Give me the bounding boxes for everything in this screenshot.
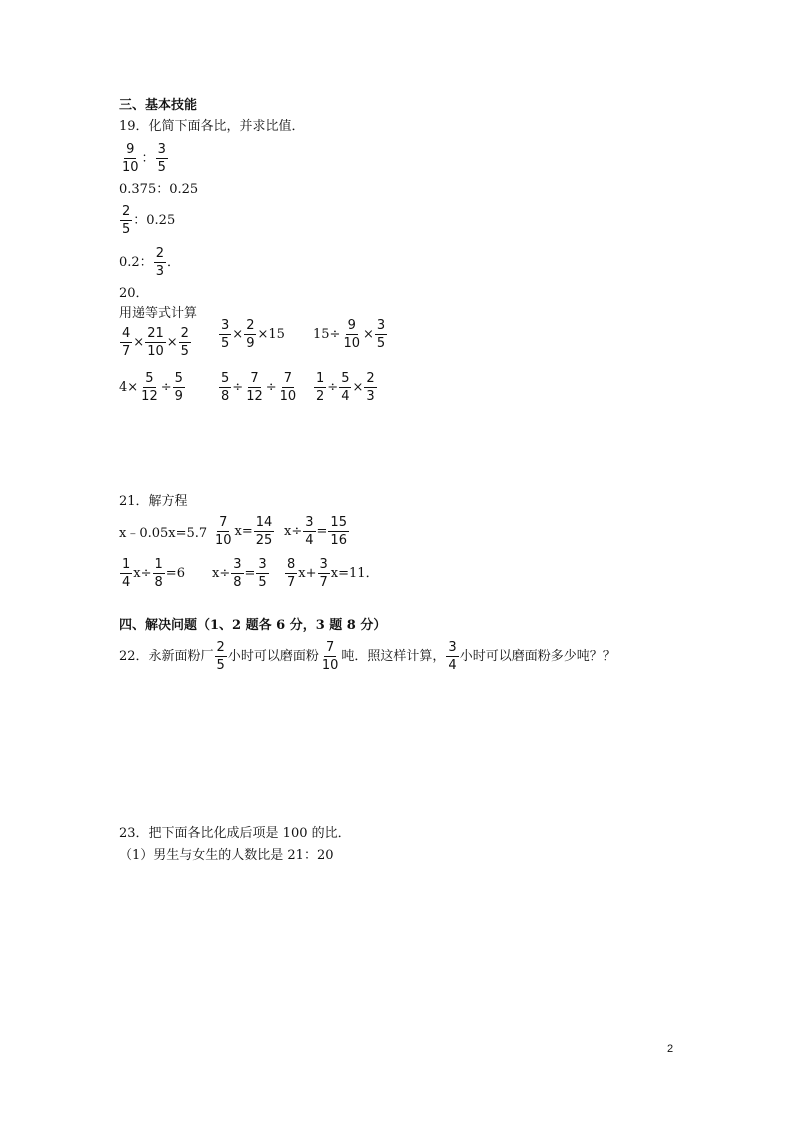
numerator: 3 [221,318,230,333]
fraction [375,318,387,351]
denominator: 3 [366,389,375,404]
fraction [303,515,315,548]
fraction [215,640,227,673]
fraction [231,557,243,590]
text-segment: 0.2： [119,255,153,270]
fraction [120,142,141,175]
numerator: 3 [157,142,166,157]
text-segment: ×15 [257,327,285,342]
text-segment: 4× [119,380,139,395]
text-segment: ：0.25 [133,213,176,228]
text-segment: ÷ [265,380,277,395]
denominator: 5 [180,344,189,359]
denominator: 8 [154,575,163,590]
text-segment: ． [166,255,180,270]
text-segment: x÷ [212,566,231,581]
fraction [145,326,166,359]
numerator: 1 [122,557,131,572]
q20-expr-g [313,371,378,404]
denominator: 5 [376,336,386,351]
text-segment: ÷ [327,380,339,395]
q23-sub-1: （1）男生与女生的人数比是 21：20 [119,848,334,863]
text-segment: x﹣0.05x=5.7 [119,526,208,541]
q21-eq-a [119,526,207,542]
fraction [219,371,231,404]
numerator: 3 [258,557,267,572]
denominator: 10 [321,658,339,673]
denominator: 25 [255,533,273,548]
numerator: 2 [122,204,131,219]
fraction [153,557,165,590]
denominator: 10 [279,389,297,404]
fraction [285,557,297,590]
numerator: 3 [376,318,386,333]
fraction [154,246,166,279]
fraction [219,318,231,351]
fraction [314,371,326,404]
q19-title: 19．化简下面各比，并求比值． [119,119,305,134]
fraction [213,515,234,548]
q20-expr-c [313,318,388,351]
numerator: 7 [250,371,259,386]
denominator: 8 [221,389,230,404]
text-segment: ÷ [160,380,172,395]
q20-expr-e [218,371,299,404]
denominator: 4 [448,658,457,673]
numerator: 7 [219,515,228,530]
fraction [120,557,132,590]
text-segment: 小时可以磨面粉多少吨？？ [459,649,616,664]
q20-expr-d [119,371,186,404]
denominator: 9 [246,336,255,351]
numerator: 5 [174,371,183,386]
denominator: 7 [287,575,296,590]
numerator: 14 [255,515,273,530]
section-3-title: 三、基本技能 [119,98,198,113]
denominator: 2 [316,389,325,404]
q21-eq-g [284,557,379,590]
q19-line-2 [119,182,198,198]
denominator: 16 [330,533,347,548]
text-segment: x÷ [284,524,303,539]
text-segment: 0.375：0.25 [119,182,199,197]
fraction [173,371,185,404]
text-segment: 小时可以磨面粉 [227,649,319,664]
q20-expr-a [119,326,192,359]
denominator: 10 [147,344,164,359]
text-segment: = [244,566,256,581]
denominator: 5 [221,336,230,351]
q21-eq-c [284,515,350,548]
q21-eq-e [212,557,270,590]
text-segment: ： [141,151,155,166]
text-segment: x= [234,524,253,539]
numerator: 2 [246,318,255,333]
page-number: 2 [667,1043,674,1055]
numerator: 3 [448,640,457,655]
denominator: 12 [141,389,158,404]
text-segment: × [352,380,364,395]
q22-text [119,640,616,673]
text-segment: × [166,335,178,350]
denominator: 7 [319,575,328,590]
q20-expr-b [218,318,285,351]
fraction [244,371,265,404]
text-segment: 22．永新面粉厂 [119,649,214,664]
denominator: 5 [157,160,166,175]
denominator: 10 [122,160,139,175]
fraction [254,515,275,548]
numerator: 8 [287,557,296,572]
text-segment: x=11． [330,566,379,581]
text-segment: = [316,524,328,539]
fraction [139,371,160,404]
denominator: 4 [122,575,131,590]
numerator: 15 [330,515,347,530]
q19-line-4 [119,246,180,279]
numerator: 21 [147,326,164,341]
fraction [156,142,168,175]
denominator: 7 [122,344,131,359]
denominator: 5 [216,658,225,673]
q20-number: 20． [119,286,149,301]
q21-title: 21．解方程 [119,494,188,509]
denominator: 12 [246,389,263,404]
fraction [179,326,191,359]
denominator: 10 [215,533,232,548]
section-4-title: 四、解决问题（1、2 题各 6 分，3 题 8 分） [119,618,387,633]
numerator: 5 [221,371,230,386]
fraction [256,557,268,590]
q21-eq-b [212,515,275,548]
text-segment: ÷ [232,380,244,395]
text-segment: × [133,335,145,350]
numerator: 5 [341,371,350,386]
numerator: 1 [316,371,325,386]
q20-title: 用递等式计算 [119,306,198,321]
numerator: 2 [366,371,375,386]
numerator: 7 [283,371,293,386]
denominator: 5 [122,222,131,237]
fraction [364,371,376,404]
numerator: 2 [180,326,189,341]
numerator: 3 [319,557,328,572]
text-segment: 吨．照这样计算， [341,649,446,664]
q21-eq-d [119,557,185,590]
numerator: 7 [325,640,335,655]
numerator: 4 [122,326,131,341]
numerator: 1 [154,557,163,572]
fraction [341,318,362,351]
text-segment: 15÷ [313,327,341,342]
numerator: 2 [155,246,164,261]
fraction [244,318,256,351]
text-segment: x+ [298,566,317,581]
denominator: 3 [155,264,164,279]
text-segment: =6 [165,566,185,581]
denominator: 4 [305,533,314,548]
denominator: 8 [233,575,242,590]
fraction [446,640,458,673]
fraction [278,371,299,404]
numerator: 2 [216,640,225,655]
denominator: 5 [258,575,267,590]
fraction [320,640,341,673]
fraction [328,515,349,548]
text-segment: × [232,327,244,342]
fraction [339,371,351,404]
fraction [120,326,132,359]
text-segment: x÷ [133,566,152,581]
denominator: 9 [174,389,183,404]
denominator: 4 [341,389,350,404]
fraction [318,557,330,590]
fraction [120,204,132,237]
q19-line-3 [119,204,175,237]
numerator: 5 [145,371,154,386]
text-segment: × [362,327,374,342]
numerator: 3 [233,557,242,572]
q19-line-1 [119,142,169,175]
denominator: 10 [343,336,360,351]
q23-title: 23．把下面各比化成后项是 100 的比． [119,826,351,841]
numerator: 9 [347,318,356,333]
numerator: 9 [126,142,135,157]
numerator: 3 [305,515,314,530]
